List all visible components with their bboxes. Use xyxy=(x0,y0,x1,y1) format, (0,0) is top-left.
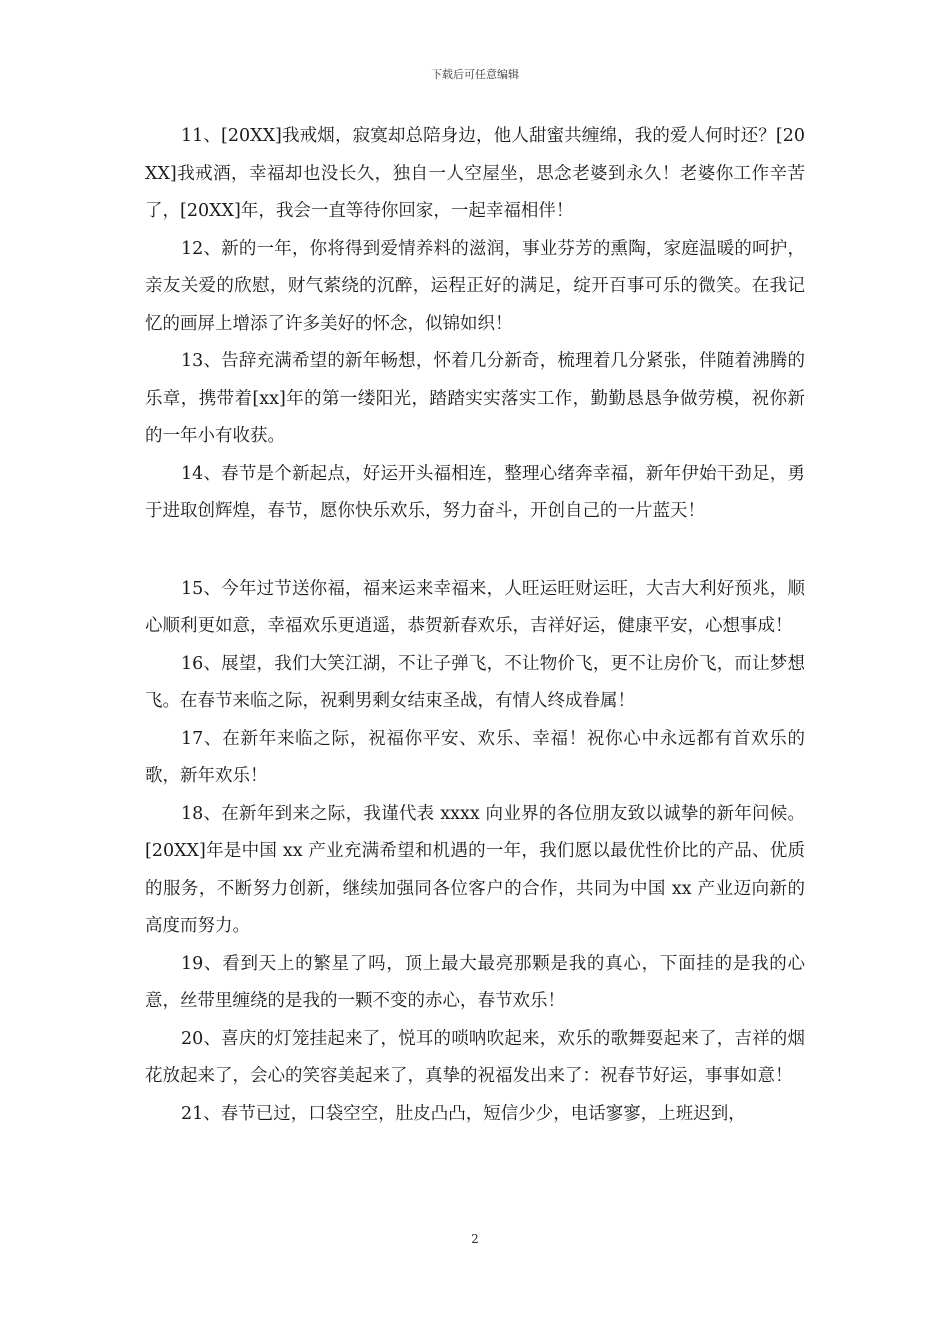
paragraph-gap xyxy=(145,531,805,571)
paragraph-15: 15、今年过节送你福，福来运来幸福来，人旺运旺财运旺，大吉大利好预兆，顺心顺利更如意，幸福欢乐更逍遥，恭贺新春欢乐，吉祥好运，健康平安，心想事成！ xyxy=(145,578,805,636)
paragraph-18: 18、在新年到来之际，我谨代表 xxxx 向业界的各位朋友致以诚挚的新年问候。[20XX]年是中国 xx 产业充满希望和机遇的一年，我们愿以最优性价比的产品、优质的服务，不断努力创新，继续加强同各位客户的合作，共同为中国 xx 产业迈向新的高度而努力。 xyxy=(145,803,805,936)
paragraph-20: 20、喜庆的灯笼挂起来了，悦耳的唢呐吹起来，欢乐的歌舞耍起来了，吉祥的烟花放起来了，会心的笑容美起来了，真挚的祝福发出来了：祝春节好运，事事如意！ xyxy=(145,1028,805,1086)
document-body xyxy=(145,118,805,1133)
paragraph-21: 21、春节已过，口袋空空，肚皮凸凸，短信少少，电话寥寥，上班迟到， xyxy=(181,1103,746,1124)
paragraph-19: 19、看到天上的繁星了吗，顶上最大最亮那颗是我的真心，下面挂的是我的心意，丝带里缠绕的是我的一颗不变的赤心，春节欢乐！ xyxy=(145,953,805,1011)
page-number: 2 xyxy=(471,1232,479,1246)
paragraph-13: 13、告辞充满希望的新年畅想，怀着几分新奇，梳理着几分紧张，伴随着沸腾的乐章，携带着[xx]年的第一缕阳光，踏踏实实落实工作，勤勤恳恳争做劳模，祝你新的一年小有收获。 xyxy=(145,351,805,446)
paragraph-12: 12、新的一年，你将得到爱情养料的滋润，事业芬芳的熏陶，家庭温暖的呵护，亲友关爱的欣慰，财气萦绕的沉醉，运程正好的满足，绽开百事可乐的微笑。在我记忆的画屏上增添了许多美好的怀念，似锦如织！ xyxy=(145,238,805,334)
paragraph-14: 14、春节是个新起点，好运开头福相连，整理心绪奔幸福，新年伊始干劲足，勇于进取创辉煌，春节，愿你快乐欢乐，努力奋斗，开创自己的一片蓝天！ xyxy=(145,463,805,521)
paragraph-16: 16、展望，我们大笑江湖，不让子弹飞，不让物价飞，更不让房价飞，而让梦想飞。在春节来临之际，祝剩男剩女结束圣战，有情人终成眷属！ xyxy=(145,653,805,711)
paragraph-11: 11、[20XX]我戒烟，寂寞却总陪身边，他人甜蜜共缠绵，我的爱人何时还？[20XX]我戒酒，幸福却也没长久，独自一人空屋坐，思念老婆到永久！老婆你工作辛苦了，[20XX]年，我会一直等待你回家，一起幸福相伴！ xyxy=(145,126,805,221)
header-note: 下载后可任意编辑 xyxy=(431,68,519,81)
paragraph-17: 17、在新年来临之际，祝福你平安、欢乐、幸福！祝你心中永远都有首欢乐的歌，新年欢乐！ xyxy=(145,728,805,786)
